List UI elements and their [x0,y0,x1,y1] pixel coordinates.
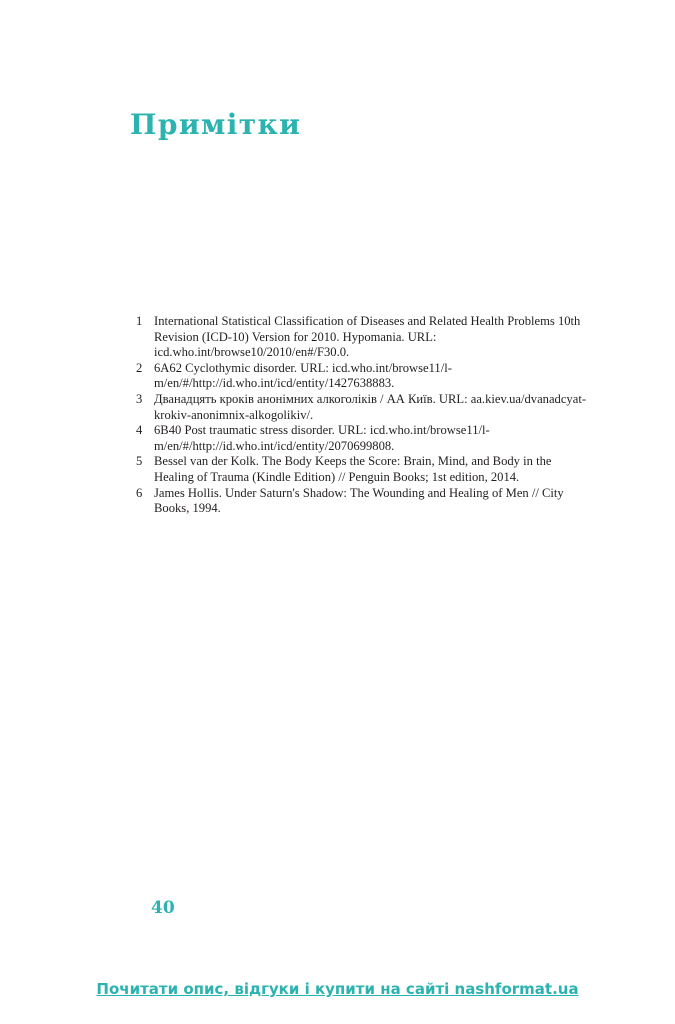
shop-link[interactable]: Почитати опис, відгуки і купити на сайті nashformat.ua [96,980,579,998]
note-text: Bessel van der Kolk. The Body Keeps the Score: Brain, Mind, and Body in the Healing of Trauma (Kindle Edition) // Penguin Books; 1st edition, 2014. [154,454,552,484]
page-title: Примітки [130,108,302,141]
note-number: 5 [136,454,143,469]
note-text: Дванадцять кроків анонімних алкоголіків / АА Київ. URL: aa.kiev.ua/dvanadcyat-krokiv-anonimnix-alkogolikiv/. [154,391,587,422]
note-number: 6 [136,485,143,500]
note-number: 3 [136,391,143,406]
note-item [130,486,592,517]
note-item [130,392,592,423]
note-item [130,314,592,361]
note-number: 2 [136,360,143,375]
note-item [130,361,592,392]
note-text: 6A62 Cyclothymic disorder. URL: icd.who.int/browse11/l-m/en/#/http://id.who.int/icd/entity/1427638883. [154,360,452,391]
note-text: James Hollis. Under Saturn's Shadow: The Wounding and Healing of Men // City Books, 1994. [154,485,564,516]
note-number: 4 [136,423,143,438]
note-item [130,454,592,485]
note-item [130,423,592,454]
note-text: 6B40 Post traumatic stress disorder. URL: icd.who.int/browse11/l-m/en/#/http://id.who.int/icd/entity/2070699808. [154,423,490,453]
note-text: International Statistical Classification of Diseases and Related Health Problems 10th Revision (ICD-10) Version for 2010. Hypomania. URL: icd.who.int/browse10/2010/en#/F30.0. [154,314,581,360]
notes-list [130,314,592,517]
page-number: 40 [151,898,175,918]
note-number: 1 [136,314,143,328]
